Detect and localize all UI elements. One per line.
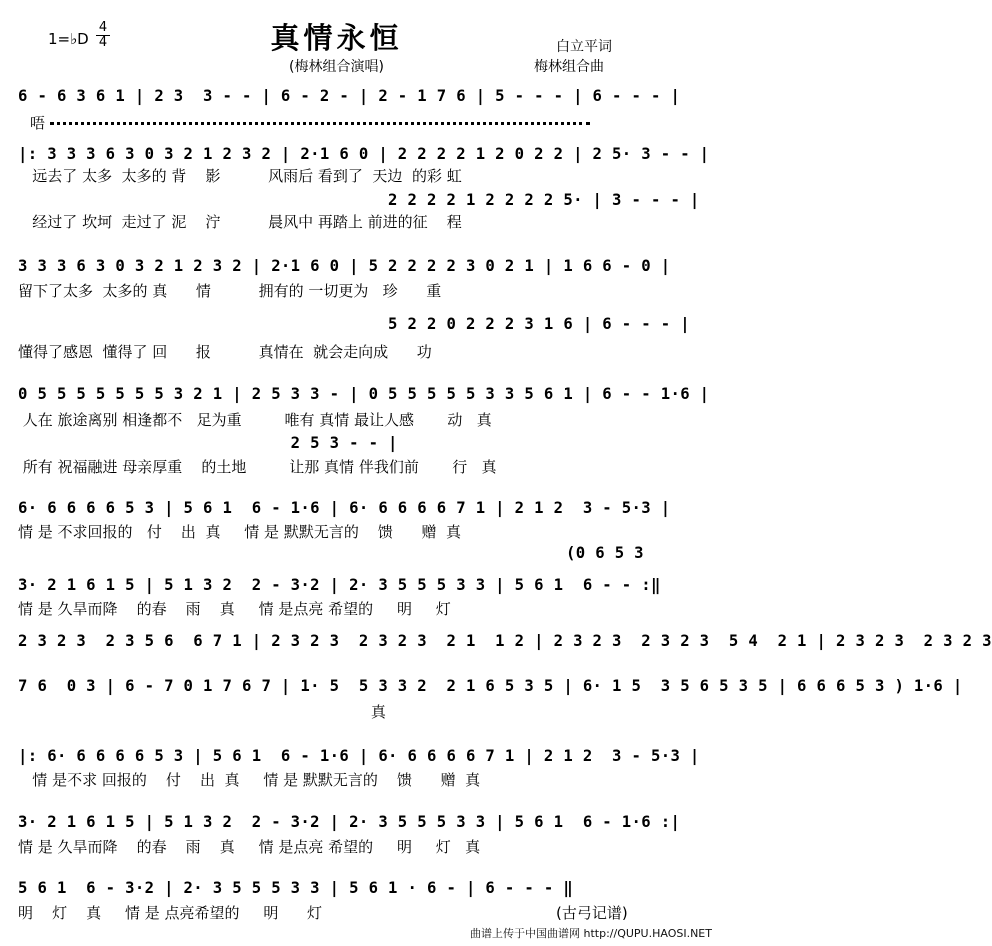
composer-credit: 梅林组合曲 xyxy=(534,59,604,75)
notation-row-14: 5 6 1 6 - 3·2 | 2· 3 5 5 5 3 3 | 5 6 1 · 6 - | 6 - - - ‖ xyxy=(18,879,574,897)
lyric-row-1: 唔 xyxy=(30,114,46,132)
lyric-row-3: 经过了 坎坷 走过了 泥 泞 晨风中 再踏上 前进的征 程 xyxy=(18,213,462,231)
lyric-row-5: 懂得了感恩 懂得了 回 报 真情在 就会走向成 功 xyxy=(18,343,432,361)
lyric-row-7: 所有 祝福融进 母亲厚重 的土地 让那 真情 伴我们前 行 真 xyxy=(18,458,497,476)
notation-row-9: 3· 2 1 6 1 5 | 5 1 3 2 2 - 3·2 | 2· 3 5 5 5 3 3 | 5 6 1 6 - - :‖ xyxy=(18,576,661,594)
notation-row-7: 2 5 3 - - | xyxy=(18,434,398,452)
meter-bottom: 4 xyxy=(98,35,108,50)
lyric-row-12: 情 是不求 回报的 付 出 真 情 是 默默无言的 馈 赠 真 xyxy=(18,771,481,789)
notation-row-4: 3 3 3 6 3 0 3 2 1 2 3 2 | 2·1 6 0 | 5 2 2 2 2 3 0 2 1 | 1 6 6 - 0 | xyxy=(18,257,671,275)
interlude-row-1: 2 3 2 3 2 3 5 6 6 7 1 | 2 3 2 3 2 3 2 3 2 1 1 2 | 2 3 2 3 2 3 2 3 5 4 2 1 | 2 3 2 3 2 3 2 3 xyxy=(18,632,992,650)
lyric-row-2: 远去了 太多 太多的 背 影 风雨后 看到了 天边 的彩 虹 xyxy=(18,167,462,185)
notation-row-3: 2 2 2 2 1 2 2 2 2 5· | 3 - - - | xyxy=(18,191,700,209)
notation-row-5: 5 2 2 0 2 2 2 3 1 6 | 6 - - - | xyxy=(18,315,690,333)
song-title: 真情永恒 xyxy=(270,21,403,55)
lyricist-credit: 白立平词 xyxy=(556,39,612,55)
meter-top: 4 xyxy=(98,20,108,35)
interlude-row-2: 7 6 0 3 | 6 - 7 0 1 7 6 7 | 1· 5 5 3 3 2 2 1 6 5 3 5 | 6· 1 5 3 5 6 5 3 5 | 6 6 6 5 3 ) 1·6 | xyxy=(18,677,963,695)
lyric-row-6: 人在 旅途离别 相逢都不 足为重 唯有 真情 最让人感 动 真 xyxy=(18,411,492,429)
lyric-row-14: 明 灯 真 情 是 点亮希望的 明 灯 xyxy=(18,904,322,922)
notation-row-2: |: 3 3 3 6 3 0 3 2 1 2 3 2 | 2·1 6 0 | 2 2 2 2 1 2 0 2 2 | 2 5· 3 - - | xyxy=(18,145,710,163)
lyric-row-13: 情 是 久旱而降 的春 雨 真 情 是点亮 希望的 明 灯 真 xyxy=(18,838,481,856)
transcriber-credit: (古弓记谱) xyxy=(556,904,628,922)
notation-row-8: 6· 6 6 6 6 5 3 | 5 6 1 6 - 1·6 | 6· 6 6 6 6 7 1 | 2 1 2 3 - 5·3 | xyxy=(18,499,671,517)
lyric-row-8: 情 是 不求回报的 付 出 真 情 是 默默无言的 馈 赠 真 xyxy=(18,523,462,541)
notation-row-6: 0 5 5 5 5 5 5 5 3 2 1 | 2 5 3 3 - | 0 5 5 5 5 5 3 3 5 6 1 | 6 - - 1·6 | xyxy=(18,385,710,403)
notation-row-1: 6 - 6 3 6 1 | 2 3 3 - - | 6 - 2 - | 2 - 1 7 6 | 5 - - - | 6 - - - | xyxy=(18,87,681,105)
notation-pickup: (0 6 5 3 xyxy=(566,544,644,562)
hum-dotted-line xyxy=(50,122,590,125)
lyric-row-9: 情 是 久旱而降 的春 雨 真 情 是点亮 希望的 明 灯 xyxy=(18,600,451,618)
notation-row-13: 3· 2 1 6 1 5 | 5 1 3 2 2 - 3·2 | 2· 3 5 5 5 3 3 | 5 6 1 6 - 1·6 :| xyxy=(18,813,681,831)
lyric-row-4: 留下了太多 太多的 真 情 拥有的 一切更为 珍 重 xyxy=(18,282,442,300)
key-signature: 1=♭D xyxy=(48,30,89,48)
notation-row-12: |: 6· 6 6 6 6 5 3 | 5 6 1 6 - 1·6 | 6· 6 6 6 6 7 1 | 2 1 2 3 - 5·3 | xyxy=(18,747,700,765)
lyric-row-11: 真 xyxy=(18,703,386,721)
performer-note: (梅林组合演唱) xyxy=(289,59,384,75)
site-watermark: 曲谱上传于中国曲谱网 http://QUPU.HAOSI.NET xyxy=(470,927,712,940)
